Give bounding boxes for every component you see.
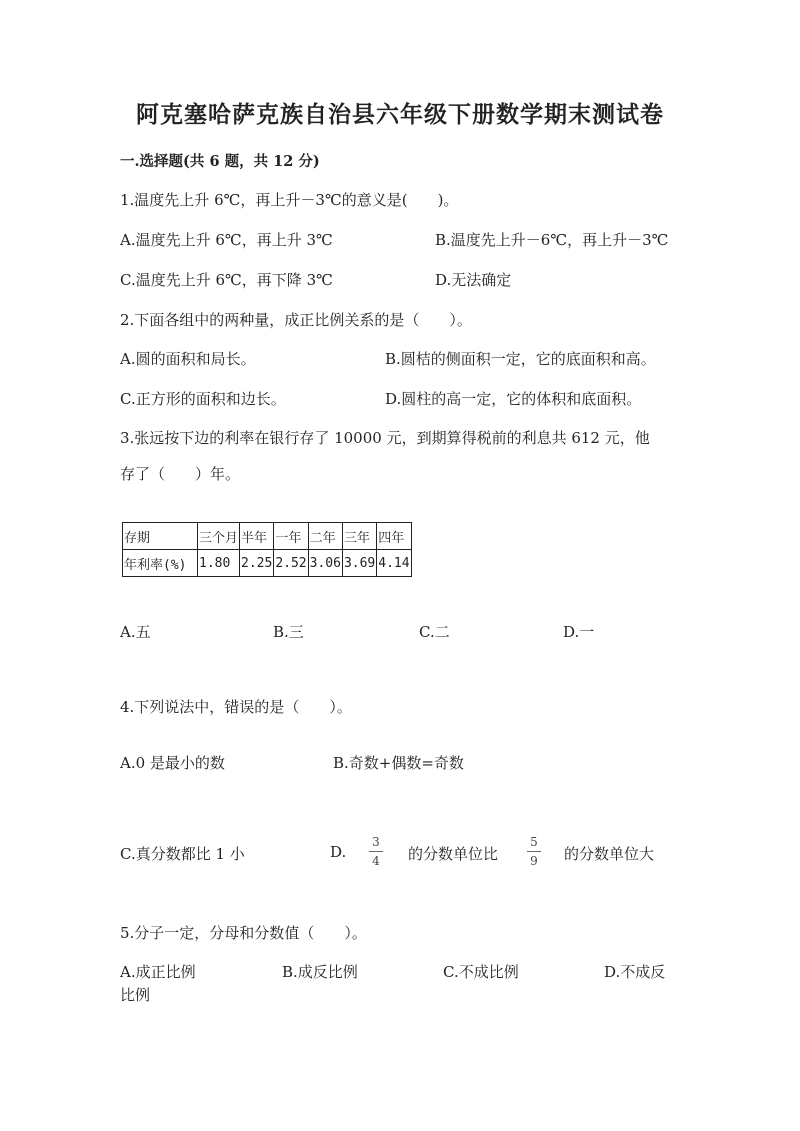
question-1-stem: 1.温度先上升 6℃，再上升－3℃的意义是( )。 xyxy=(120,191,459,209)
question-4-option-d-suffix: 的分数单位大 xyxy=(564,845,655,863)
question-1-option-a: A.温度先上升 6℃，再上升 3℃ xyxy=(120,231,333,249)
question-1-option-d: D.无法确定 xyxy=(435,271,512,289)
page-title: 阿克塞哈萨克族自治县六年级下册数学期末测试卷 xyxy=(136,101,664,128)
table-cell: 二年 xyxy=(308,523,342,550)
question-4-option-c: C.真分数都比 1 小 xyxy=(120,845,245,863)
question-4-option-d-middle: 的分数单位比 xyxy=(408,845,499,863)
table-row xyxy=(123,550,412,577)
table-cell: 三年 xyxy=(342,523,376,550)
question-1-option-b: B.温度先上升－6℃，再上升－3℃ xyxy=(435,231,669,249)
question-2-option-a: A.圆的面积和局长。 xyxy=(120,350,256,368)
table-cell: 存期 xyxy=(123,523,198,550)
table-cell: 3.06 xyxy=(308,550,342,577)
table-cell: 三个月 xyxy=(198,523,240,550)
question-3-stem-line1: 3.张远按下边的利率在银行存了 10000 元，到期算得税前的利息共 612 元，他 xyxy=(120,429,650,447)
question-1-option-c: C.温度先上升 6℃，再下降 3℃ xyxy=(120,271,333,289)
question-3-option-c: C.二 xyxy=(419,623,450,641)
question-3-stem-line2: 存了（ ）年。 xyxy=(120,465,241,483)
fraction-5-9 xyxy=(527,834,541,869)
fraction-numerator: 5 xyxy=(530,835,538,849)
fraction-bar xyxy=(369,851,383,852)
section-heading: 一.选择题(共 6 题，共 12 分) xyxy=(120,153,320,170)
question-5-option-b: B.成反比例 xyxy=(282,963,358,981)
table-cell: 四年 xyxy=(377,523,411,550)
question-3-option-a: A.五 xyxy=(120,623,151,641)
table-cell: 半年 xyxy=(240,523,274,550)
question-4-option-d-prefix: D. xyxy=(330,843,347,861)
question-2-option-d: D.圆柱的高一定，它的体积和底面积。 xyxy=(385,390,642,408)
question-2-option-c: C.正方形的面积和边长。 xyxy=(120,390,286,408)
question-4-option-a: A.0 是最小的数 xyxy=(120,754,225,772)
question-2-stem: 2.下面各组中的两种量，成正比例关系的是（ ）。 xyxy=(120,311,472,329)
question-5-option-d: D.不成反 xyxy=(604,963,666,981)
table-cell: 2.25 xyxy=(240,550,274,577)
table-cell: 3.69 xyxy=(342,550,376,577)
question-5-option-a: A.成正比例 xyxy=(120,963,196,981)
question-5-stem: 5.分子一定，分母和分数值（ ）。 xyxy=(120,924,367,942)
table-cell: 2.52 xyxy=(274,550,308,577)
table-cell: 年利率(%) xyxy=(123,550,198,577)
fraction-denominator: 9 xyxy=(530,854,538,868)
table-cell: 1.80 xyxy=(198,550,240,577)
question-4-stem: 4.下列说法中，错误的是（ ）。 xyxy=(120,698,352,716)
fraction-3-4 xyxy=(369,834,383,869)
fraction-denominator: 4 xyxy=(372,854,380,868)
question-2-option-b: B.圆桔的侧面积一定，它的底面积和高。 xyxy=(385,350,656,368)
table-cell: 4.14 xyxy=(377,550,411,577)
question-5-option-c: C.不成比例 xyxy=(443,963,519,981)
fraction-numerator: 3 xyxy=(372,835,380,849)
fraction-bar xyxy=(527,851,541,852)
question-5-option-d-wrap: 比例 xyxy=(120,986,151,1004)
question-3-option-d: D.一 xyxy=(563,623,595,641)
interest-rate-table xyxy=(122,522,412,577)
question-3-option-b: B.三 xyxy=(273,623,304,641)
question-4-option-b: B.奇数+偶数=奇数 xyxy=(333,754,464,772)
table-cell: 一年 xyxy=(274,523,308,550)
table-header-row xyxy=(123,523,412,550)
